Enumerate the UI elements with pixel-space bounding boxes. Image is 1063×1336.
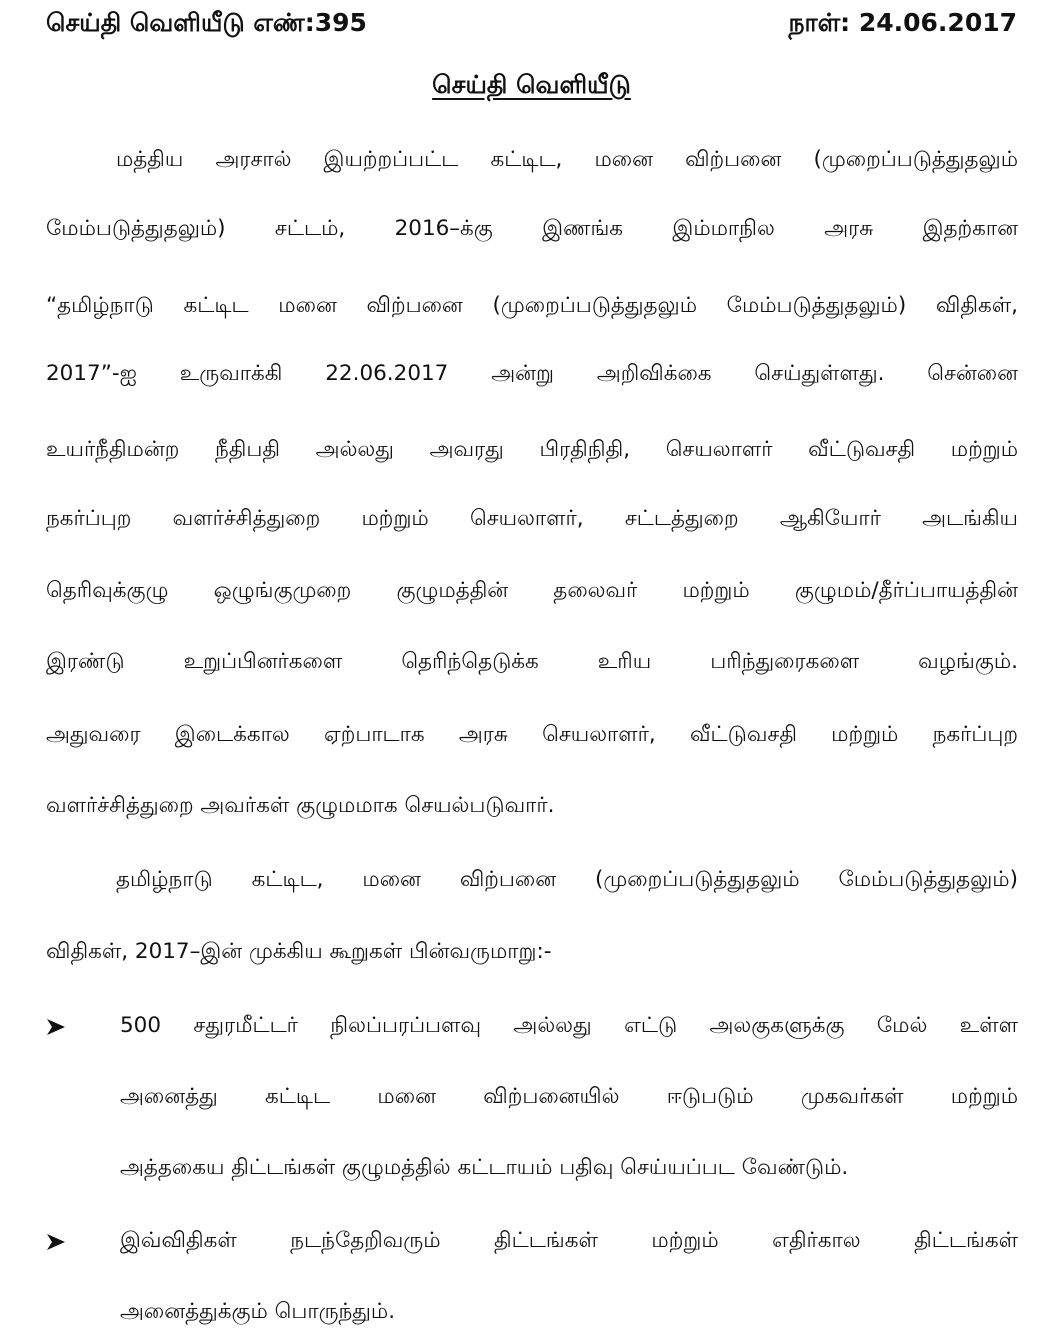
paragraph-line: அதுவரை இடைக்கால ஏற்பாடாக அரசு செயலாளர், வீட்டுவசதி மற்றும் நகர்ப்புற bbox=[46, 722, 1018, 747]
arrowhead-bullet-icon bbox=[46, 1006, 68, 1046]
paragraph-line: மேம்படுத்துதலும்) சட்டம், 2016–க்கு இணங்க இம்மாநில அரசு இதற்கான bbox=[46, 216, 1018, 241]
document-title bbox=[0, 68, 1063, 102]
paragraph-line: நகர்ப்புற வளர்ச்சித்துறை மற்றும் செயலாளர், சட்டத்துறை ஆகியோர் அடங்கிய bbox=[46, 506, 1018, 531]
arrowhead-bullet-icon bbox=[46, 1221, 68, 1261]
release-number: செய்தி வெளியீடு எண்:395 bbox=[46, 8, 367, 37]
paragraph-line: தெரிவுக்குழு ஒழுங்குமுறை குழுமத்தின் தலைவர் மற்றும் குழுமம்/தீர்ப்பாயத்தின் bbox=[46, 578, 1018, 603]
paragraph-line: தமிழ்நாடு கட்டிட, மனை விற்பனை (முறைப்படுத்துதலும் மேம்படுத்துதலும்) bbox=[116, 867, 1018, 892]
release-date: நாள்: 24.06.2017 bbox=[788, 8, 1017, 37]
paragraph-line: விதிகள், 2017–இன் முக்கிய கூறுகள் பின்வருமாறு:- bbox=[46, 939, 552, 964]
bullet-line: அனைத்து கட்டிட மனை விற்பனையில் ஈடுபடும் முகவர்கள் மற்றும் bbox=[120, 1084, 1018, 1109]
paragraph-line: 2017”-ஐ உருவாக்கி 22.06.2017 அன்று அறிவிக்கை செய்துள்ளது. சென்னை bbox=[46, 361, 1018, 386]
paragraph-line: மத்திய அரசால் இயற்றப்பட்ட கட்டிட, மனை விற்பனை (முறைப்படுத்துதலும் bbox=[116, 147, 1018, 172]
paragraph-line: “தமிழ்நாடு கட்டிட மனை விற்பனை (முறைப்படுத்துதலும் மேம்படுத்துதலும்) விதிகள், bbox=[46, 293, 1018, 318]
bullet-line: 500 சதுரமீட்டர் நிலப்பரப்பளவு அல்லது எட்டு அலகுகளுக்கு மேல் உள்ள bbox=[120, 1013, 1018, 1038]
paragraph-line: உயர்நீதிமன்ற நீதிபதி அல்லது அவரது பிரதிநிதி, செயலாளர் வீட்டுவசதி மற்றும் bbox=[46, 437, 1018, 462]
bullet-line: அனைத்துக்கும் பொருந்தும். bbox=[120, 1299, 396, 1324]
document-title-text: செய்தி வெளியீடு bbox=[432, 70, 631, 99]
bullet-line: அத்தகைய திட்டங்கள் குழுமத்தில் கட்டாயம் பதிவு செய்யப்பட வேண்டும். bbox=[120, 1155, 849, 1180]
paragraph-line: இரண்டு உறுப்பினர்களை தெரிந்தெடுக்க உரிய பரிந்துரைகளை வழங்கும். bbox=[46, 649, 1018, 674]
paragraph-line: வளர்ச்சித்துறை அவர்கள் குழுமமாக செயல்படுவார். bbox=[46, 793, 555, 818]
bullet-line: இவ்விதிகள் நடந்தேறிவரும் திட்டங்கள் மற்றும் எதிர்கால திட்டங்கள் bbox=[120, 1228, 1018, 1253]
